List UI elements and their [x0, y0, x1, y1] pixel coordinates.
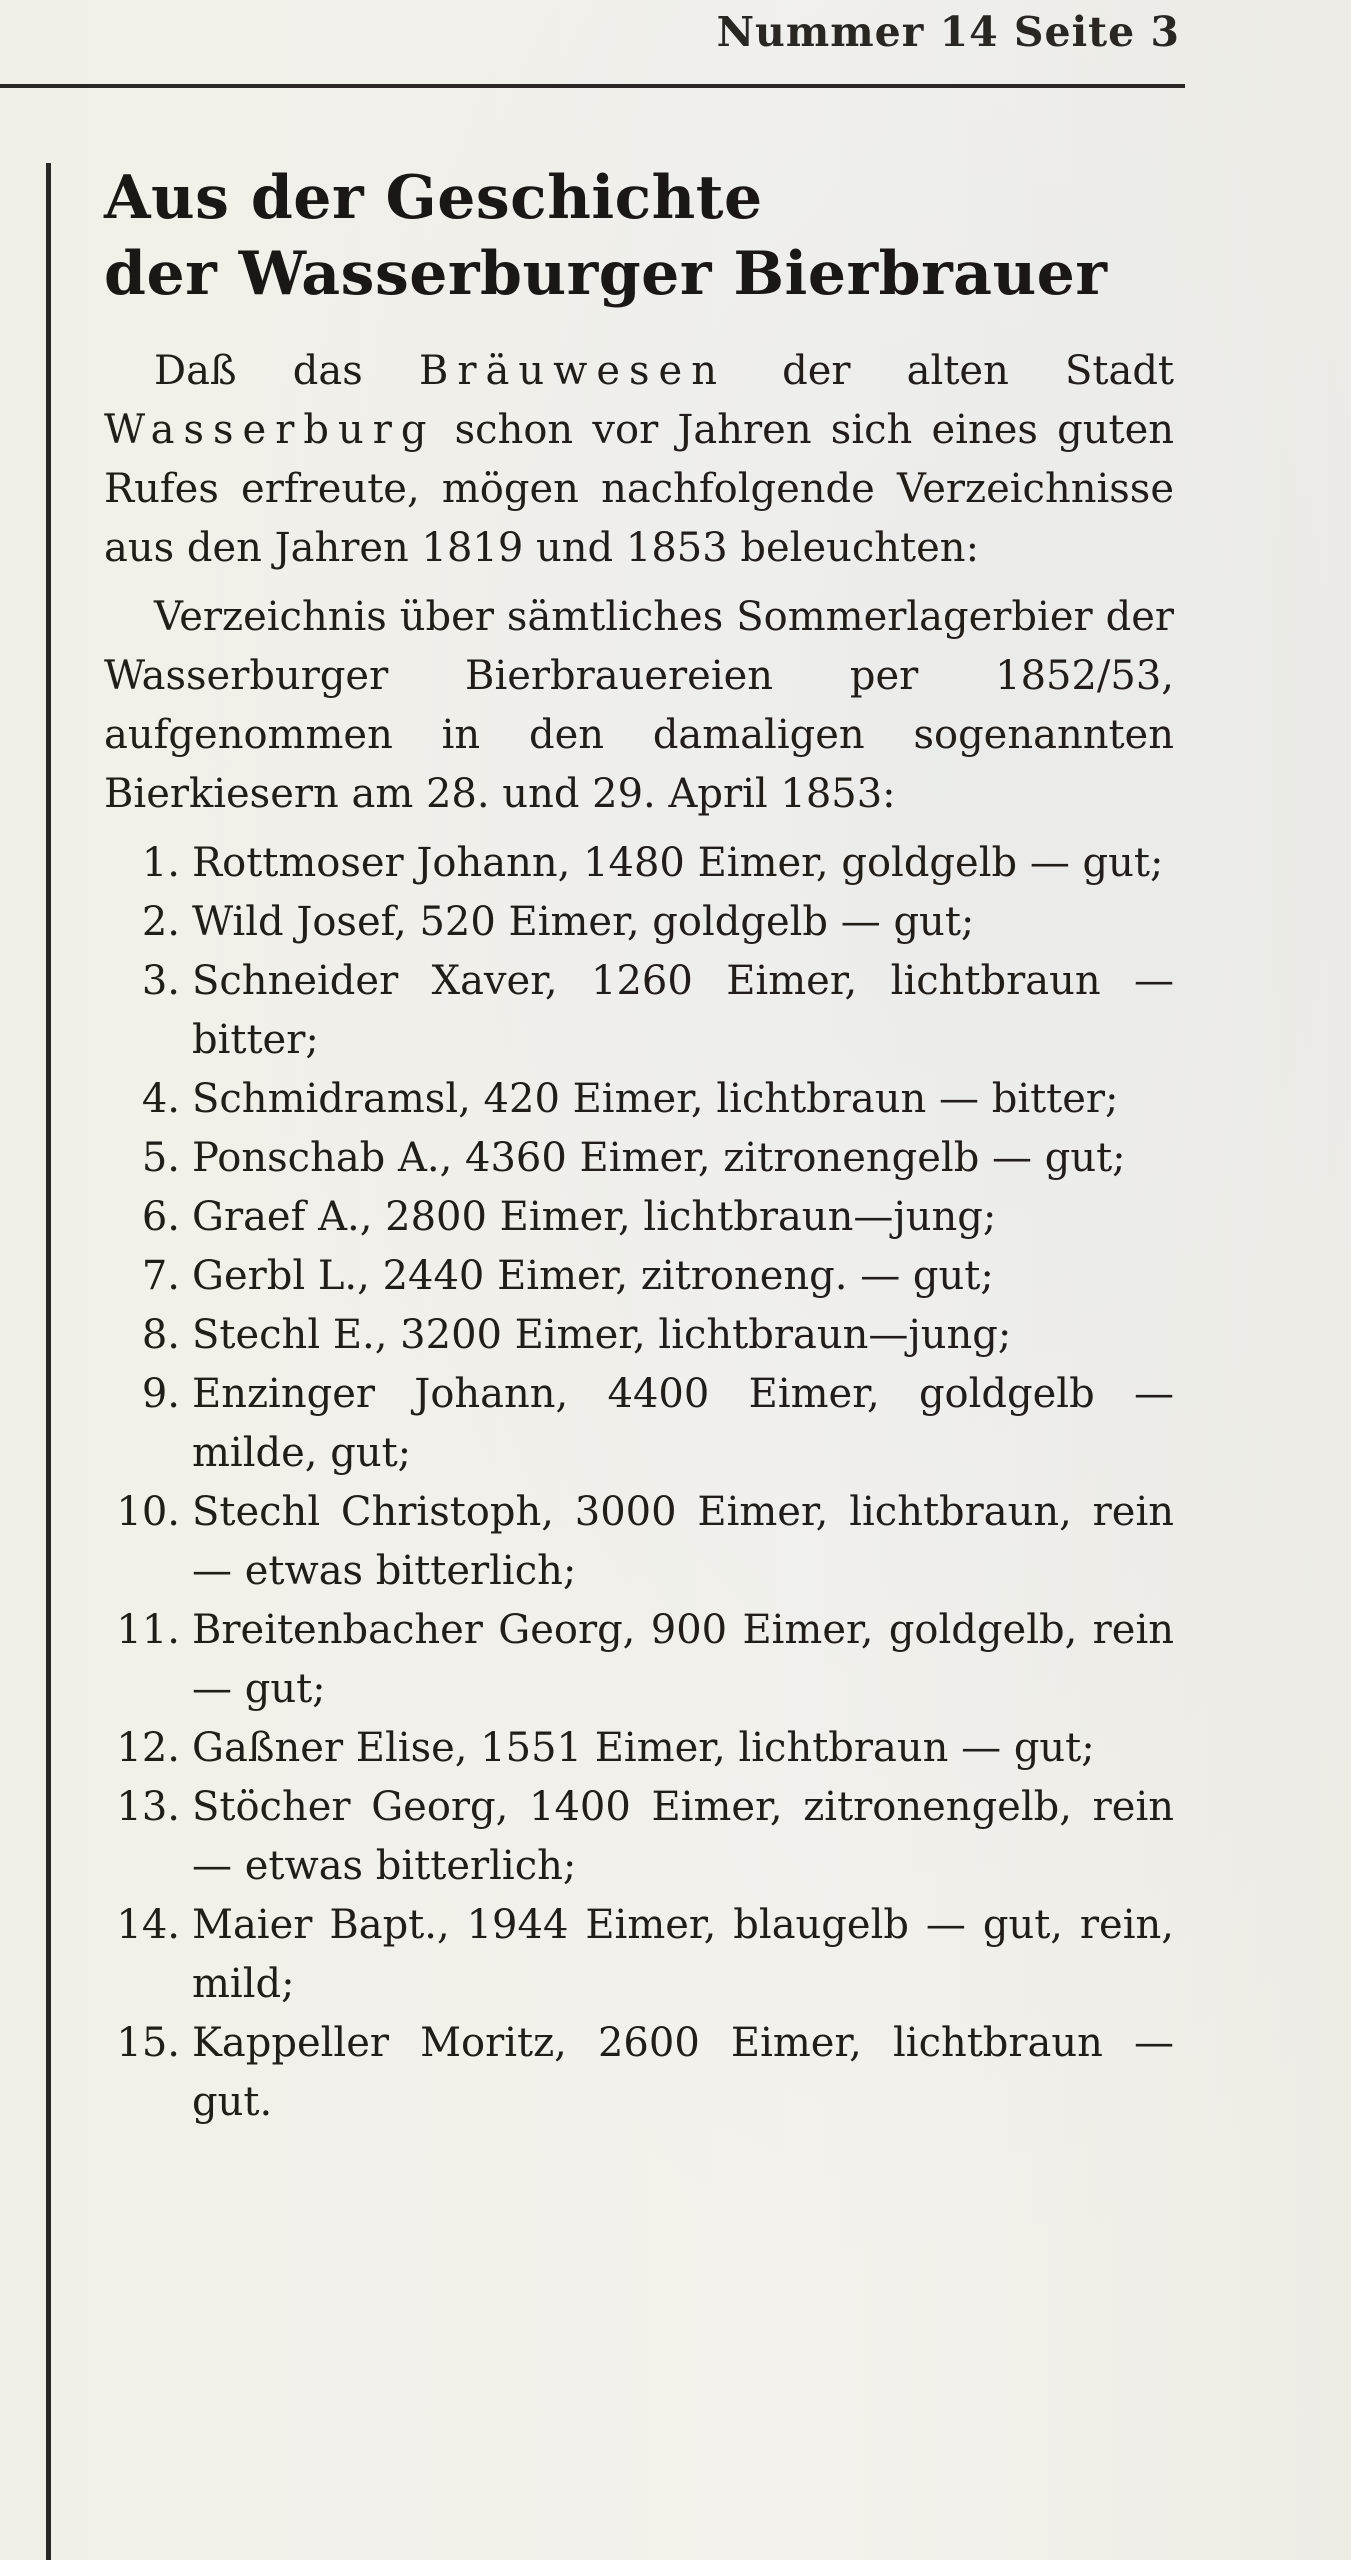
list-item [104, 1365, 1174, 1483]
list-item-text: Gerbl L., 2440 Eimer, zitroneng. — gut; [192, 1253, 994, 1299]
list-item-text: Rottmoser Johann, 1480 Eimer, goldgelb — gut; [192, 840, 1164, 886]
list-item-number: 8. [141, 1312, 180, 1358]
list-item [104, 1601, 1174, 1719]
header-rule [0, 84, 1185, 88]
list-item-text: Schneider Xaver, 1260 Eimer, lichtbraun — bitter; [192, 958, 1174, 1063]
list-item-text: Stechl Christoph, 3000 Eimer, lichtbraun, rein — etwas bitterlich; [192, 1489, 1174, 1594]
intro-paragraph [104, 342, 1174, 578]
list-item-number: 11. [116, 1607, 180, 1653]
intro-spaced-braeuwesen: Bräuwesen [418, 348, 726, 394]
list-item-text: Kappeller Moritz, 2600 Eimer, lichtbraun — gut. [192, 2020, 1174, 2125]
list-item [104, 1719, 1174, 1778]
list-item [104, 1129, 1174, 1188]
column-rule [46, 163, 51, 2560]
list-item [104, 1188, 1174, 1247]
list-item [104, 893, 1174, 952]
list-item-text: Wild Josef, 520 Eimer, goldgelb — gut; [192, 899, 975, 945]
list-item-text: Enzinger Johann, 4400 Eimer, goldgelb — milde, gut; [192, 1371, 1174, 1476]
list-item-number: 6. [141, 1194, 180, 1240]
list-item [104, 1306, 1174, 1365]
list-item-text: Graef A., 2800 Eimer, lichtbraun—jung; [192, 1194, 997, 1240]
article-title-line-2: der Wasserburger Bierbrauer [104, 239, 1108, 309]
intro-text-2: der alten Stadt [725, 348, 1174, 394]
brewery-list [104, 834, 1174, 2132]
list-item-number: 12. [116, 1725, 180, 1771]
list-item [104, 1070, 1174, 1129]
intro-text-1: Daß das [154, 348, 419, 394]
list-item-text: Maier Bapt., 1944 Eimer, blaugelb — gut, rein, mild; [192, 1902, 1174, 2007]
list-item [104, 1483, 1174, 1601]
list-item-text: Gaßner Elise, 1551 Eimer, lichtbraun — gut; [192, 1725, 1095, 1771]
page-header: Nummer 14 Seite 3 [716, 8, 1180, 56]
list-item-number: 2. [141, 899, 180, 945]
list-item [104, 1778, 1174, 1896]
article-title [104, 160, 1174, 312]
list-item [104, 2014, 1174, 2132]
list-item [104, 834, 1174, 893]
list-item-number: 14. [116, 1902, 180, 1948]
article [104, 160, 1174, 2132]
list-item-number: 7. [141, 1253, 180, 1299]
list-item [104, 1896, 1174, 2014]
list-item [104, 1247, 1174, 1306]
intro-text-3: schon vor Jahren sich eines guten Rufes erfreute, mögen nachfolgende Verzeichnisse aus den Jahren 1819 und 1853 beleuchten: [104, 407, 1174, 571]
list-item-number: 9. [141, 1371, 180, 1417]
list-item-text: Schmidramsl, 420 Eimer, lichtbraun — bitter; [192, 1076, 1119, 1122]
list-item-number: 10. [116, 1489, 180, 1535]
list-item [104, 952, 1174, 1070]
list-intro-paragraph: Verzeichnis über sämtliches Sommerlagerbier der Wasserburger Bierbrauereien per 1852/53, aufgenommen in den damaligen sogenannten Bierkiesern am 28. und 29. April 1853: [104, 594, 1174, 817]
list-item-number: 3. [141, 958, 180, 1004]
list-item-number: 15. [116, 2020, 180, 2066]
intro-spaced-wasserburg: Wasserburg [104, 407, 436, 453]
list-item-text: Stöcher Georg, 1400 Eimer, zitronengelb, rein — etwas bitterlich; [192, 1784, 1174, 1889]
list-item-number: 13. [116, 1784, 180, 1830]
list-item-number: 1. [141, 840, 180, 886]
list-item-number: 4. [141, 1076, 180, 1122]
list-item-text: Ponschab A., 4360 Eimer, zitronengelb — gut; [192, 1135, 1126, 1181]
list-item-number: 5. [141, 1135, 180, 1181]
list-item-text: Stechl E., 3200 Eimer, lichtbraun—jung; [192, 1312, 1012, 1358]
list-item-text: Breitenbacher Georg, 900 Eimer, goldgelb, rein — gut; [192, 1607, 1174, 1712]
article-title-line-1: Aus der Geschichte [104, 163, 763, 233]
